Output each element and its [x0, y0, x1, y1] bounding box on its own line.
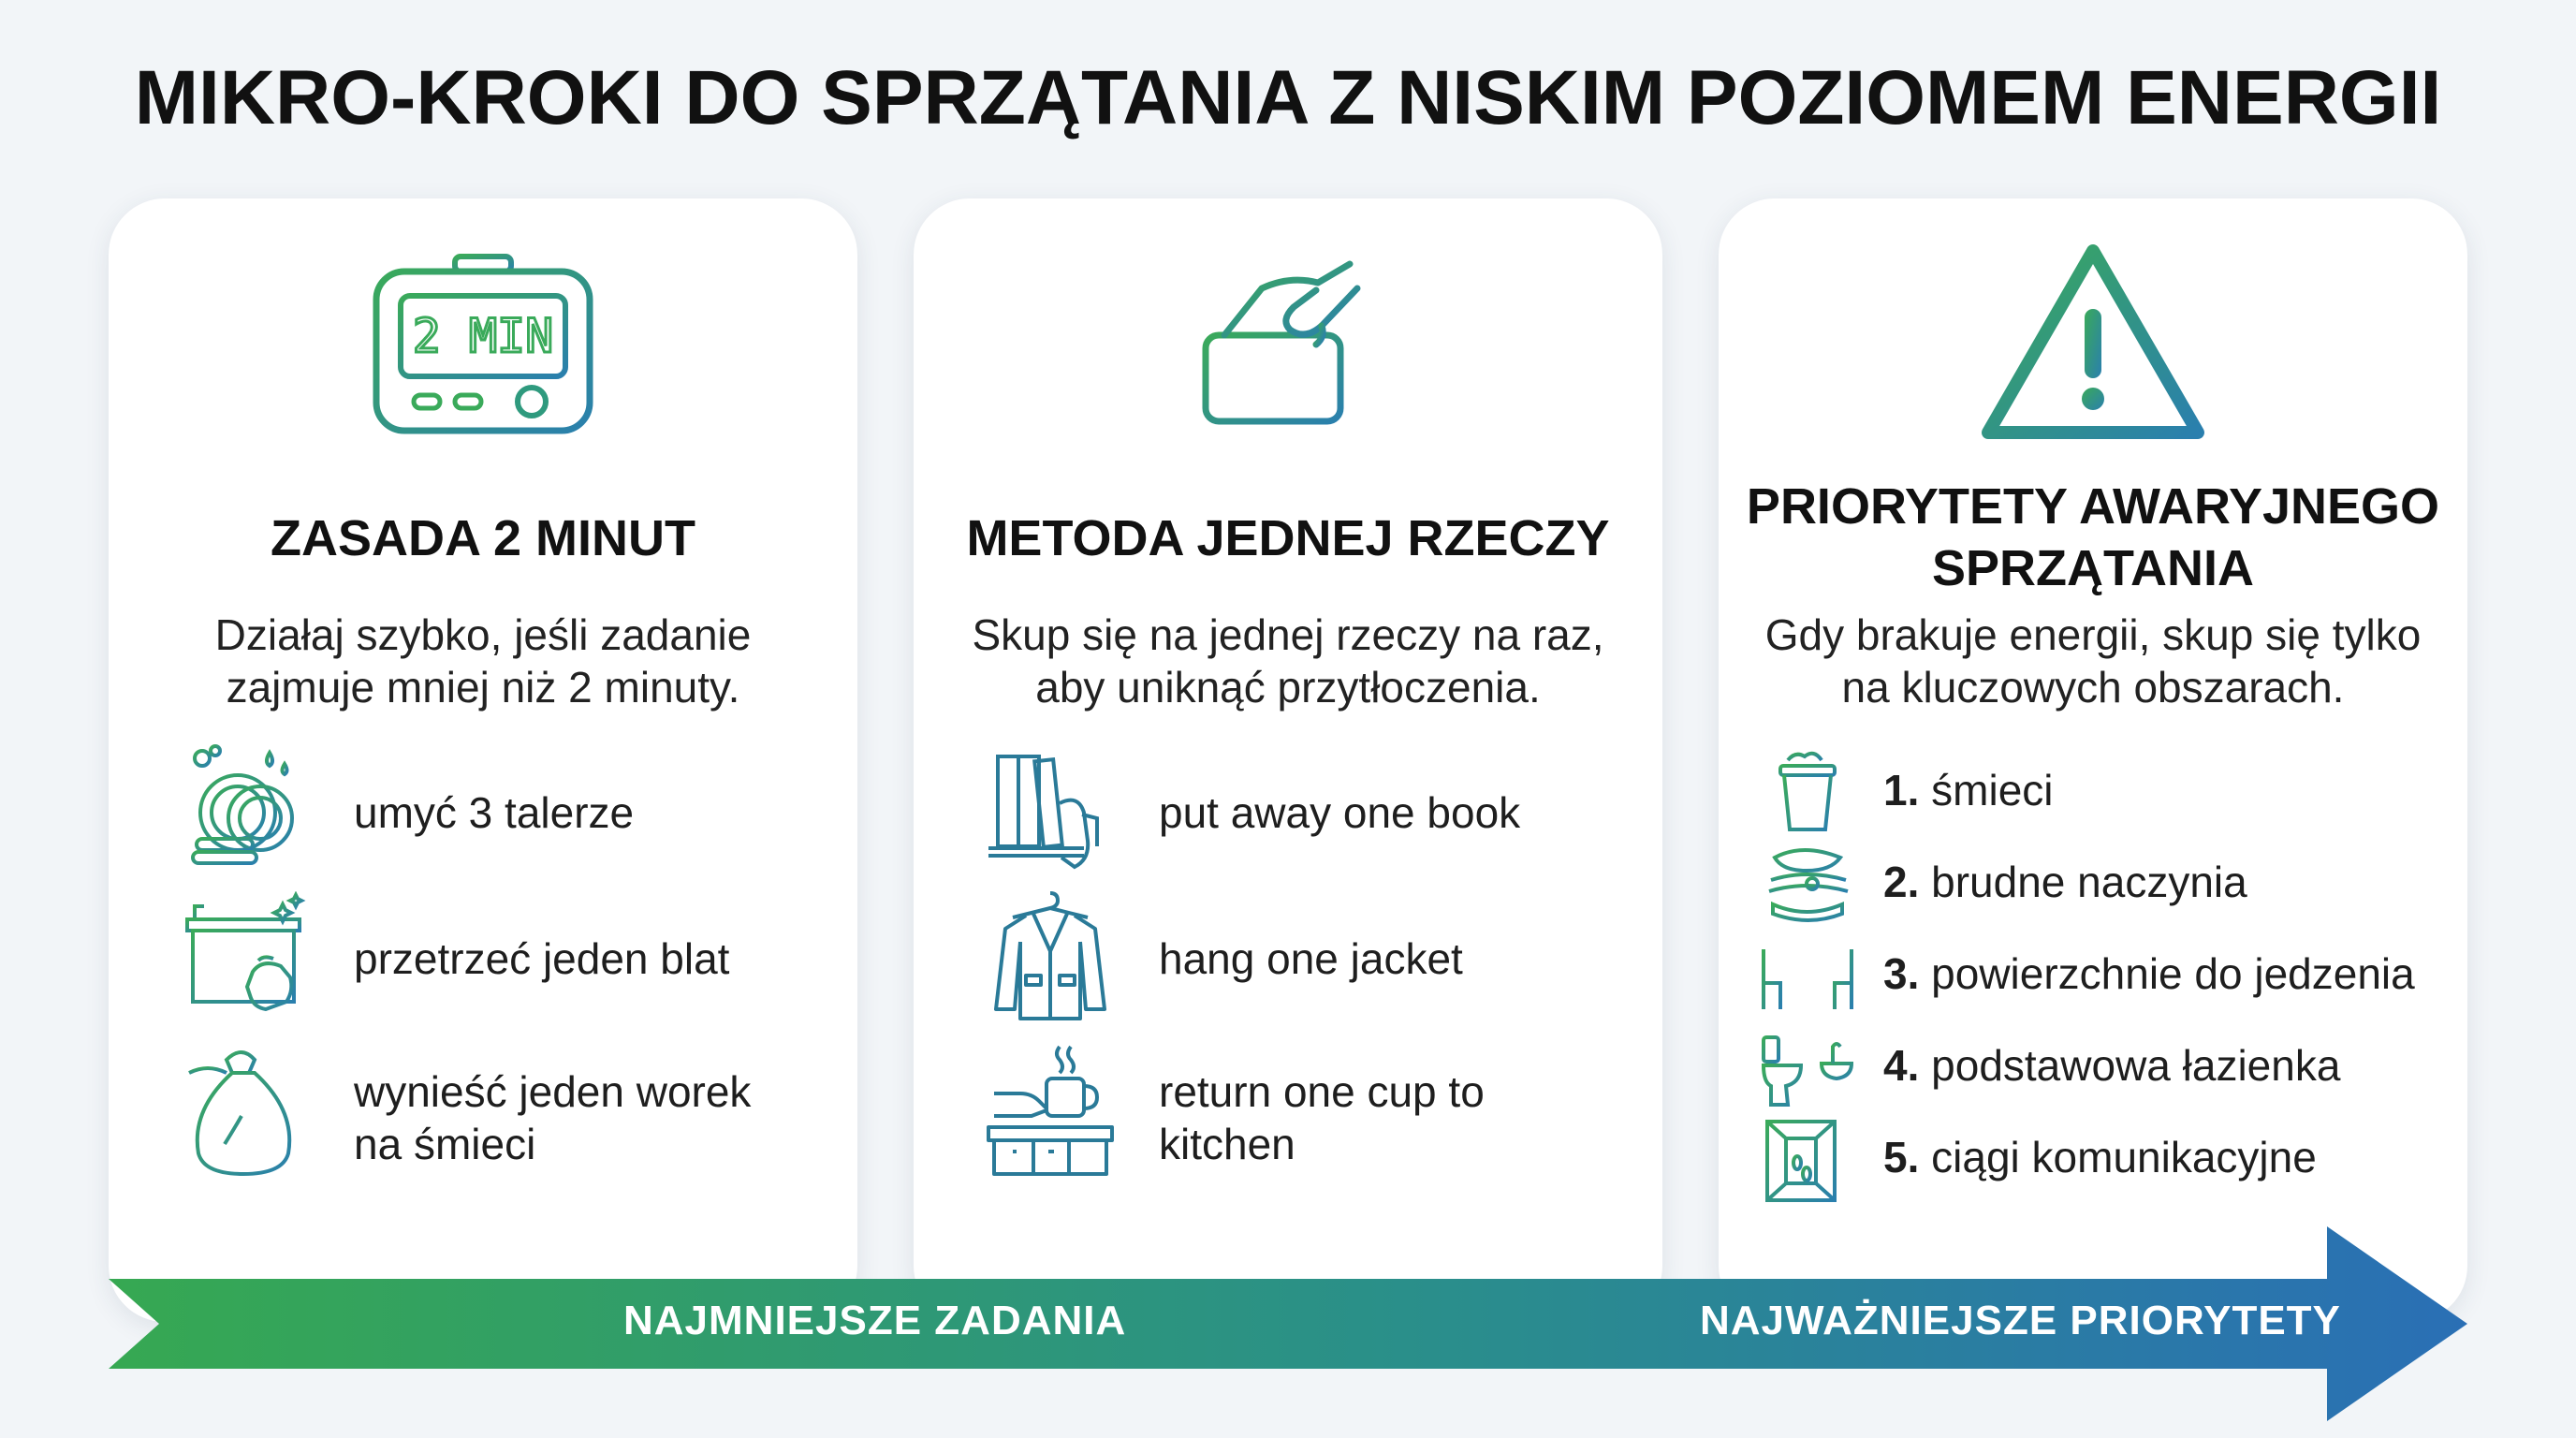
- card-description: Gdy brakuje energii, skup się tylko na kluczowych obszarach.: [1764, 610, 2422, 712]
- arrow-label-left: NAJMNIEJSZE ZADANIA: [623, 1298, 1127, 1343]
- page-title: MIKRO-KROKI DO SPRZĄTANIA Z NISKIM POZIOMEM ENERGII: [134, 55, 2442, 140]
- item-label: przetrzeć jeden blat: [354, 934, 730, 983]
- item-label: umyć 3 talerze: [354, 788, 635, 837]
- card-description: Skup się na jednej rzeczy na raz, aby uniknąć przytłoczenia.: [972, 610, 1604, 712]
- item-label: put away one book: [1159, 788, 1521, 837]
- item-label: return one cup to kitchen: [1159, 1067, 1485, 1168]
- priority-text: 4. podstawowa łazienka: [1883, 1041, 2341, 1090]
- timer-display-text: 2 MIN: [412, 309, 554, 363]
- item-label: hang one jacket: [1159, 934, 1463, 983]
- priority-text: 1. śmieci: [1883, 766, 2054, 814]
- card-title: METODA JEDNEJ RZECZY: [966, 510, 1610, 566]
- card-title: PRIORYTETY AWARYJNEGO SPRZĄTANIA: [1746, 478, 2440, 596]
- arrow-label-right: NAJWAŻNIEJSZE PRIORYTETY: [1700, 1298, 2341, 1343]
- card-description: Działaj szybko, jeśli zadanie zajmuje mniej niż 2 minuty.: [214, 610, 752, 712]
- priority-text: 5. ciągi komunikacyjne: [1883, 1133, 2317, 1181]
- item-label: wynieść jeden worek na śmieci: [354, 1067, 752, 1168]
- priority-text: 2. brudne naczynia: [1883, 858, 2247, 906]
- card-title: ZASADA 2 MINUT: [271, 510, 695, 566]
- priority-text: 3. powierzchnie do jedzenia: [1883, 949, 2415, 998]
